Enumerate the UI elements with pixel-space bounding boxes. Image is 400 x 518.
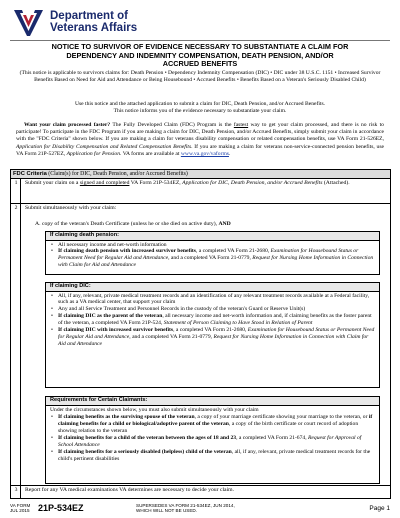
dic-b4-mid: , and a completed VA Form 21-0779, xyxy=(129,333,214,340)
row1-pre: Submit your claim on a xyxy=(25,180,80,186)
dic-b3-it: Statement of Person Claiming to Have Stood in Relation of Parent xyxy=(163,320,313,327)
death-pension-heading: If claiming death pension: xyxy=(46,232,379,241)
dp-b2-mid: , and a completed VA Form 21-0779, xyxy=(168,255,253,262)
row-2-text: Submit simultaneously with your claim: xyxy=(25,205,117,211)
death-pension-list xyxy=(46,241,379,271)
fdc-text-1: The Fully Developed Claim (FDC) Program is the xyxy=(110,122,234,128)
req-b2-bold: If claiming benefits for a child of the veteran between the ages of 18 and 23 xyxy=(58,435,237,442)
title-line-2: DEPENDENCY AND INDEMNITY COMPENSATION, DEATH PENSION, AND/OR xyxy=(66,50,334,60)
death-pension-box xyxy=(45,231,380,275)
title-line-1: NOTICE TO SURVIVOR OF EVIDENCE NECESSARY TO SUBSTANTIATE A CLAIM FOR xyxy=(51,42,349,51)
fdc-text-3: . If you are making a claim for veterans non-service-connected pension benefits, use VA Form 21P-527EZ, xyxy=(16,143,384,157)
req-b3-bold: If claiming benefits for a seriously disabled (helpless) child of the veteran xyxy=(58,448,232,455)
row-3-text: Report for any VA medical examinations VA determines are necessary to decide your claim. xyxy=(25,487,235,493)
form-label xyxy=(10,503,30,514)
form-label-text: VA FORM xyxy=(10,503,31,508)
row-1-text xyxy=(25,180,386,187)
instructions-line-1: Use this notice and the attached application to submit a claim for DIC, Death Pension, and/or Accrued Benefits. xyxy=(74,101,326,107)
dic-b3-pre: , all necessary income and net-worth information and, if claiming benefits as the foster parent of the veteran, a completed VA Form 21P-524, xyxy=(58,313,372,327)
supersedes-note xyxy=(136,503,235,514)
va-seal-icon xyxy=(12,7,45,38)
fdc-paragraph xyxy=(16,122,384,158)
form-527-title: Application for Pension xyxy=(66,150,121,157)
list-item xyxy=(58,327,375,348)
list-item xyxy=(58,313,375,327)
dic-b4-bold: If claiming DIC with increased survivor benefits xyxy=(58,327,174,334)
form-date: JUL 2015 xyxy=(10,508,30,514)
dp-b2-pre: , a completed VA Form 21-2680, xyxy=(195,248,271,255)
row1-form-title: Application for DIC, Death Pension, and/or Accrued Benefits xyxy=(182,180,323,186)
dp-b2-it1: Examination for Housebound Status or Permanent Need for Regular Aid and Attendance xyxy=(58,248,359,262)
requirements-box xyxy=(45,396,380,484)
fdc-text-2: way to get your claim processed, and there is no risk to participate! To participate in the FDC Program if you are making a claim for DIC, Death Pension, and/or Accrued Benefits, simply submit your claim in accordance with the "FDC Criteria" shown below. If you are making a claim for veterans disability compensation or related compensation benefits, use VA Form 21-526EZ, xyxy=(16,122,384,143)
page-header xyxy=(12,5,137,39)
fdc-text-5: . xyxy=(228,150,231,157)
req-b1-bold: If claiming benefits as the surviving spouse of the veteran xyxy=(58,414,195,421)
req-b1-pre: , a copy of your marriage certificate showing your marriage to the veteran, or xyxy=(194,414,369,421)
criteria-head-sub: (Claim(s) for DIC, Death Pension, and/or Accrued Benefits) xyxy=(46,171,188,177)
row-number: 3 xyxy=(14,487,18,493)
row1-mid: VA Form 21P-534EZ, xyxy=(129,180,183,186)
criteria-row-2 xyxy=(11,204,390,486)
dp-b2-bold: If claiming death pension with increased survivor benefits xyxy=(58,248,196,255)
death-cert-text: A. copy of the veteran's Death Certificate (unless he or she died on active duty), xyxy=(35,221,219,227)
va-forms-link[interactable]: www.va.gov/vaforms xyxy=(180,150,229,157)
notice-title xyxy=(20,43,380,69)
fdc-question: Want your claim processed faster? xyxy=(24,122,111,128)
page-footer xyxy=(10,502,390,516)
dic-b4-it1: Examination for Housebound Status or Permanent Need for Regular Aid and Attendance xyxy=(58,327,375,340)
list-item: • All necessary income and net-worth information xyxy=(58,242,375,249)
req-b3-post: , all, if any, relevant, private medical treatment records for the child's pertinent disabilities xyxy=(58,448,371,462)
usage-instructions xyxy=(20,101,380,115)
row1-post: (Attached). xyxy=(322,180,350,186)
req-b1-bold2: if claiming benefits for a child or biological/adoptive parent of the veteran xyxy=(58,414,373,428)
req-b2-pre: , a completed VA Form 21-674, xyxy=(236,435,308,442)
row-number: 2 xyxy=(14,205,18,211)
supersedes-line-1: SUPERSEDES VA FORM 21-534EZ, JUN 2014, xyxy=(136,503,235,508)
list-item: • Any and all Service Treatment and Personnel Records in the custody of the veteran's Guard or Reserve Unit(s) xyxy=(58,306,375,313)
dept-line-1: Department of xyxy=(50,10,128,22)
requirements-intro: Under the circumstances shown below, you must also submit simultaneously with your claim xyxy=(50,406,259,413)
death-cert-and: AND xyxy=(218,221,231,227)
department-name xyxy=(50,10,137,34)
req-b1-post: , a copy of the birth certificate or court record of adoption showing relation to the veteran xyxy=(58,421,359,435)
title-line-3: ACCRUED BENEFITS xyxy=(162,59,238,68)
row1-signed: signed and completed xyxy=(79,180,130,186)
dic-b3-bold: If claiming DIC as the parent of the veteran xyxy=(58,313,163,320)
dic-b4-it2: Request for Nursing Home Information in Connection with Claim for Aid and Attendance xyxy=(58,333,369,347)
dic-list xyxy=(46,292,379,349)
criteria-row-3 xyxy=(11,486,390,499)
dic-heading: If claiming DIC: xyxy=(46,283,379,292)
dic-box xyxy=(45,282,380,388)
instructions-line-2: This notice informs you of the evidence necessary to substantiate your claim. xyxy=(113,108,287,115)
list-item xyxy=(58,435,375,449)
criteria-header xyxy=(11,170,390,179)
criteria-head-title: FDC Criteria xyxy=(13,171,47,177)
dp-b2-it2: Request for Nursing Home Information in Connection with Claim for Aid and Attendance xyxy=(58,255,374,269)
requirements-heading: Requirements for Certain Claimants: xyxy=(46,397,379,406)
supersedes-line-2: WHICH WILL NOT BE USED. xyxy=(136,508,198,514)
fdc-criteria-table xyxy=(10,169,391,499)
list-item xyxy=(58,449,375,463)
dic-b4-pre: , a completed VA Form 21-2680, xyxy=(173,327,248,334)
requirements-list xyxy=(46,413,379,463)
form-number: 21P-534EZ xyxy=(38,503,84,513)
fdc-fastest: fastest xyxy=(233,122,249,128)
fdc-text-4: . VA forms are available at xyxy=(120,150,181,157)
header-divider xyxy=(10,40,390,41)
applicability-note: (This notice is applicable to survivors claims for: Death Pension • Dependency Indemnity Compensation (DIC) • DIC under 38 U.S.C. 1151 • Increased Survivor Benefits Based on Need for Aid and Attendance or Being Housebound • Accrued Benefits • Benefits Based on a Veteran's Seriously Disabled Child) xyxy=(19,70,381,84)
list-item: • All, if any, relevant, private medical treatment records and an identification of any relevant treatment records available at a Federal facility, such as a VA medical center, that support your claim xyxy=(58,293,375,307)
form-526-title: Application for Disability Compensation and Related Compensation Benefits xyxy=(16,143,192,150)
list-item xyxy=(58,248,375,269)
dept-line-2: Veterans Affairs xyxy=(50,22,138,34)
req-b2-it: Request for Approval of School Attendance xyxy=(58,435,362,449)
death-certificate-item xyxy=(35,221,386,228)
list-item xyxy=(58,414,375,435)
criteria-row-1 xyxy=(11,179,390,204)
row-number: 1 xyxy=(14,180,18,186)
page-number: Page 1 xyxy=(369,505,390,512)
